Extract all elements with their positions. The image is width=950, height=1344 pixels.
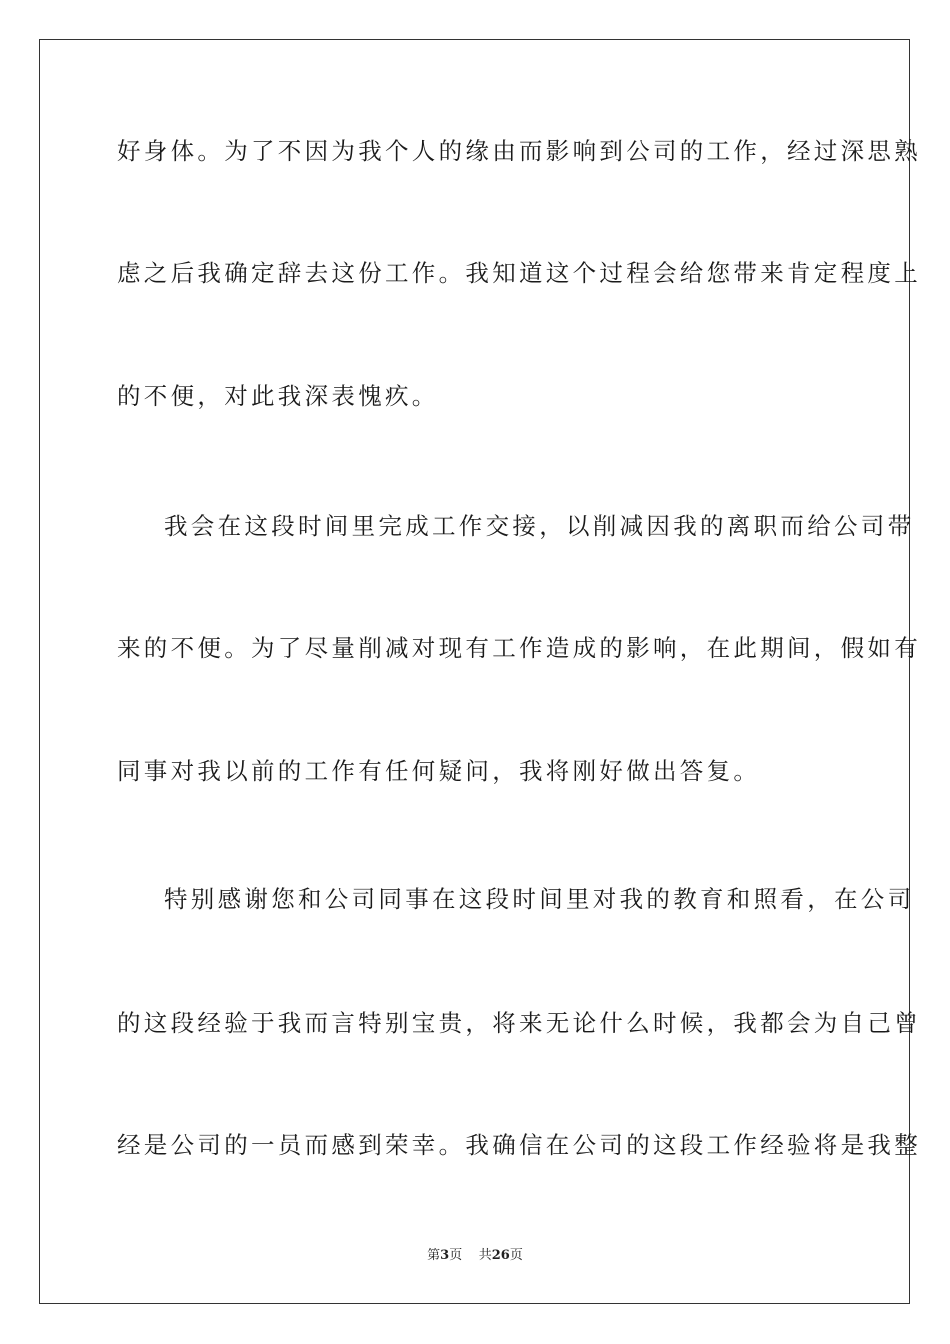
total-prefix: 共 [478, 1248, 492, 1263]
text-line: 好身体。为了不因为我个人的缘由而影响到公司的工作，经过深思熟 [117, 137, 921, 165]
page-border [39, 39, 921, 1304]
paragraph-first-line: 我会在这段时间里完成工作交接，以削减因我的离职而给公司带 [164, 512, 915, 540]
page-prefix: 第 [427, 1248, 441, 1263]
paragraph-first-line: 特别感谢您和公司同事在这段时间里对我的教育和照看，在公司 [164, 885, 915, 913]
text-line: 的这段经验于我而言特别宝贵，将来无论什么时候，我都会为自己曾 [117, 1009, 921, 1037]
text-line: 的不便，对此我深表愧疚。 [117, 382, 439, 410]
total-suffix: 页 [509, 1248, 523, 1263]
text-line: 同事对我以前的工作有任何疑问，我将刚好做出答复。 [117, 757, 761, 785]
page-footer [0, 1247, 950, 1265]
total-pages: 26 [491, 1248, 510, 1263]
page-number: 3 [440, 1248, 450, 1263]
text-line: 虑之后我确定辞去这份工作。我知道这个过程会给您带来肯定程度上 [117, 259, 921, 287]
text-line: 经是公司的一员而感到荣幸。我确信在公司的这段工作经验将是我整 [117, 1131, 921, 1159]
page-suffix: 页 [449, 1248, 463, 1263]
text-line: 来的不便。为了尽量削减对现有工作造成的影响，在此期间，假如有 [117, 634, 921, 662]
